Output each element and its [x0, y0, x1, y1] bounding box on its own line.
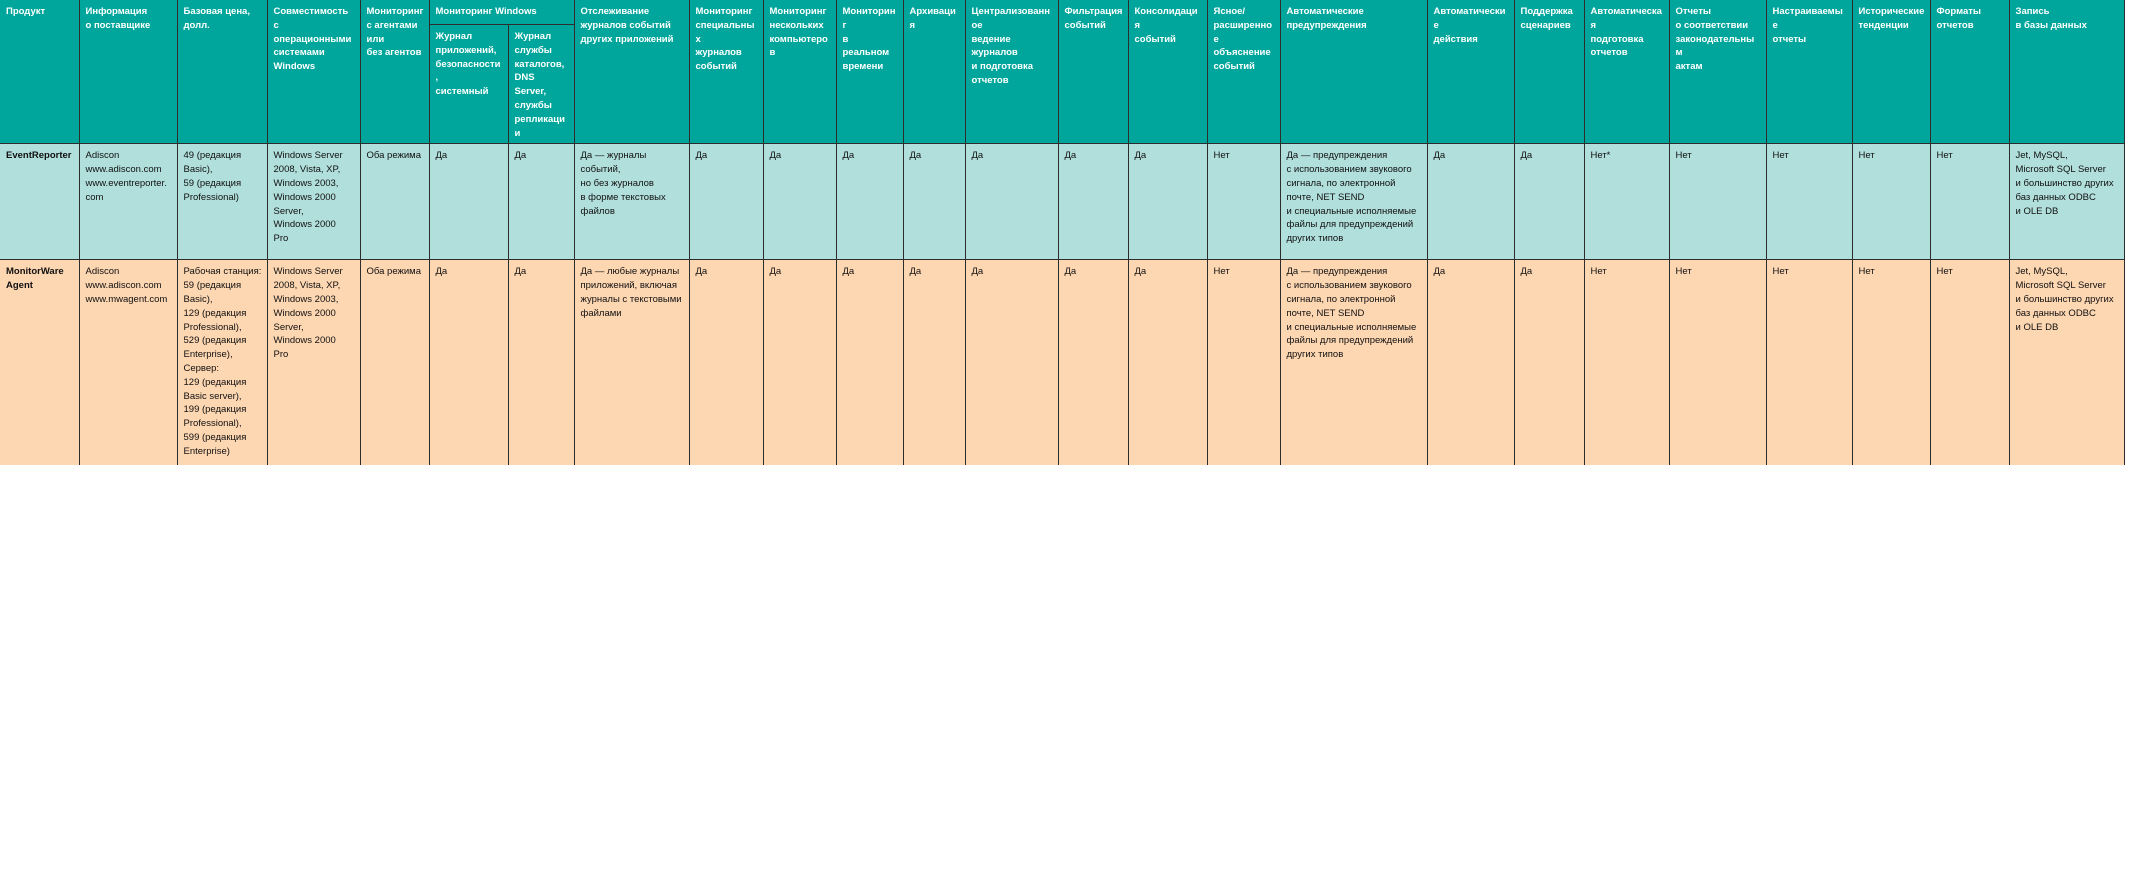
header-vendor: Информация о поставщике [79, 0, 177, 144]
cell-price: Рабочая станция: 59 (редакция Basic), 129 (редакция Professional), 529 (редакция Enterprise), Сервер: 129 (редакция Basic server), 199 (редакция Professional), 599 (редакция Enterprise) [177, 260, 267, 466]
header-consolidate: Консолидация событий [1128, 0, 1207, 144]
table-row [0, 260, 2124, 466]
header-windows-monitoring: Мониторинг Windows [429, 0, 574, 25]
cell-consolidate: Да [1128, 144, 1207, 260]
header-agent: Мониторинг с агентами или без агентов [360, 0, 429, 144]
cell-trends: Нет [1852, 144, 1930, 260]
header-custom-reports: Настраиваемые отчеты [1766, 0, 1852, 144]
table-header [0, 0, 2124, 144]
cell-os: Windows Server 2008, Vista, XP, Windows 2003, Windows 2000 Server, Windows 2000 Pro [267, 144, 360, 260]
cell-product: EventReporter [0, 144, 79, 260]
cell-win-sub2: Да [508, 260, 574, 466]
cell-custom-reports: Нет [1766, 260, 1852, 466]
cell-formats: Нет [1930, 144, 2009, 260]
header-special-logs: Мониторинг специальных журналов событий [689, 0, 763, 144]
cell-multi: Да [763, 260, 836, 466]
header-product: Продукт [0, 0, 79, 144]
header-multi-computers: Мониторинг нескольких компьютеров [763, 0, 836, 144]
cell-win-sub1: Да [429, 260, 508, 466]
header-filter: Фильтрация событий [1058, 0, 1128, 144]
cell-price: 49 (редакция Basic), 59 (редакция Professional) [177, 144, 267, 260]
cell-explain: Нет [1207, 144, 1280, 260]
cell-scripts: Да [1514, 260, 1584, 466]
cell-realtime: Да [836, 260, 903, 466]
cell-multi: Да [763, 144, 836, 260]
header-scripts: Поддержка сценариев [1514, 0, 1584, 144]
cell-compliance: Нет [1669, 144, 1766, 260]
cell-trends: Нет [1852, 260, 1930, 466]
header-trends: Исторические тенденции [1852, 0, 1930, 144]
cell-agent: Оба режима [360, 260, 429, 466]
header-app-sec-sys-log: Журнал приложений, безопасности, системный [429, 25, 508, 144]
cell-auto-reports: Нет [1584, 260, 1669, 466]
cell-other-logs: Да — журналы событий, но без журналов в форме текстовых файлов [574, 144, 689, 260]
header-os: Совместимость с операционными системами Windows [267, 0, 360, 144]
cell-actions: Да [1427, 260, 1514, 466]
cell-os: Windows Server 2008, Vista, XP, Windows 2003, Windows 2000 Server, Windows 2000 Pro [267, 260, 360, 466]
cell-other-logs: Да — любые журналы приложений, включая журналы с текстовыми файлами [574, 260, 689, 466]
header-actions: Автоматические действия [1427, 0, 1514, 144]
cell-db: Jet, MySQL, Microsoft SQL Server и большинство других баз данных ODBC и OLE DB [2009, 144, 2124, 260]
header-explain: Ясное/ расширенное объяснение событий [1207, 0, 1280, 144]
cell-agent: Оба режима [360, 144, 429, 260]
cell-filter: Да [1058, 260, 1128, 466]
header-other-logs: Отслеживание журналов событий других приложений [574, 0, 689, 144]
cell-filter: Да [1058, 144, 1128, 260]
cell-win-sub2: Да [508, 144, 574, 260]
cell-special: Да [689, 144, 763, 260]
cell-formats: Нет [1930, 260, 2009, 466]
header-auto-reports: Автоматическая подготовка отчетов [1584, 0, 1669, 144]
cell-actions: Да [1427, 144, 1514, 260]
cell-consolidate: Да [1128, 260, 1207, 466]
cell-db: Jet, MySQL, Microsoft SQL Server и большинство других баз данных ODBC и OLE DB [2009, 260, 2124, 466]
header-archive: Архивация [903, 0, 965, 144]
cell-auto-reports: Нет* [1584, 144, 1669, 260]
table-row [0, 144, 2124, 260]
cell-alerts: Да — предупреждения с использованием звукового сигнала, по электронной почте, NET SEND и специальные исполняемые файлы для предупреждений других типов [1280, 260, 1427, 466]
cell-vendor: Adiscon www.adiscon.com www.mwagent.com [79, 260, 177, 466]
cell-archive: Да [903, 260, 965, 466]
cell-compliance: Нет [1669, 260, 1766, 466]
cell-vendor: Adiscon www.adiscon.com www.eventreporter. com [79, 144, 177, 260]
header-db: Запись в базы данных [2009, 0, 2124, 144]
cell-product: MonitorWare Agent [0, 260, 79, 466]
cell-win-sub1: Да [429, 144, 508, 260]
header-alerts: Автоматические предупреждения [1280, 0, 1427, 144]
header-central-logging: Централизованное ведение журналов и подготовка отчетов [965, 0, 1058, 144]
cell-central: Да [965, 260, 1058, 466]
header-price: Базовая цена, долл. [177, 0, 267, 144]
header-formats: Форматы отчетов [1930, 0, 2009, 144]
cell-realtime: Да [836, 144, 903, 260]
cell-explain: Нет [1207, 260, 1280, 466]
cell-special: Да [689, 260, 763, 466]
cell-custom-reports: Нет [1766, 144, 1852, 260]
cell-alerts: Да — предупреждения с использованием звукового сигнала, по электронной почте, NET SEND и специальные исполняемые файлы для предупреждений других типов [1280, 144, 1427, 260]
cell-archive: Да [903, 144, 965, 260]
cell-central: Да [965, 144, 1058, 260]
header-realtime: Мониторинг в реальном времени [836, 0, 903, 144]
header-compliance: Отчеты о соответствии законодательным актам [1669, 0, 1766, 144]
cell-scripts: Да [1514, 144, 1584, 260]
header-directory-dns-log: Журнал службы каталогов, DNS Server, службы репликации [508, 25, 574, 144]
